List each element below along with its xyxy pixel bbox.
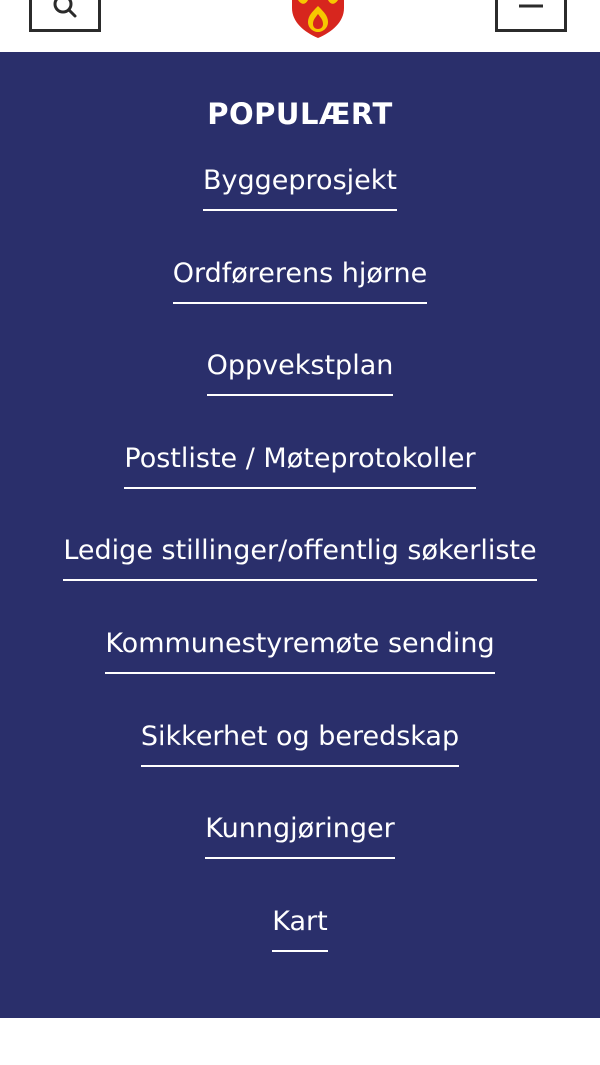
link-ledige-stillinger[interactable]: Ledige stillinger/offentlig søkerliste: [63, 532, 536, 581]
list-item: [0, 810, 600, 903]
list-item: [0, 903, 600, 996]
link-kommunestyremote-sending[interactable]: Kommunestyremøte sending: [105, 625, 494, 674]
popular-links-panel: [0, 52, 600, 1018]
list-item: [0, 625, 600, 718]
list-item: [0, 718, 600, 811]
coat-of-arms-shield-icon[interactable]: [286, 0, 350, 38]
list-item: [0, 347, 600, 440]
list-item: [0, 162, 600, 255]
list-item: [0, 532, 600, 625]
popular-links-list: [0, 162, 600, 995]
search-button[interactable]: [29, 0, 101, 32]
search-icon: [50, 0, 80, 24]
page-footer-space: [0, 1018, 600, 1065]
site-header: [0, 0, 600, 52]
link-ordforerens-hjorne[interactable]: Ordførerens hjørne: [173, 255, 428, 304]
link-byggeprosjekt[interactable]: Byggeprosjekt: [203, 162, 397, 211]
link-oppvekstplan[interactable]: Oppvekstplan: [207, 347, 394, 396]
list-item: [0, 255, 600, 348]
popular-heading: POPULÆRT: [207, 97, 393, 131]
link-sikkerhet-og-beredskap[interactable]: Sikkerhet og beredskap: [141, 718, 459, 767]
list-item: [0, 440, 600, 533]
link-postliste-moteprotokoller[interactable]: Postliste / Møteprotokoller: [124, 440, 475, 489]
link-kunngjoringer[interactable]: Kunngjøringer: [205, 810, 394, 859]
menu-button[interactable]: [495, 0, 567, 32]
hamburger-menu-icon: [516, 0, 546, 24]
link-kart[interactable]: Kart: [272, 903, 327, 952]
